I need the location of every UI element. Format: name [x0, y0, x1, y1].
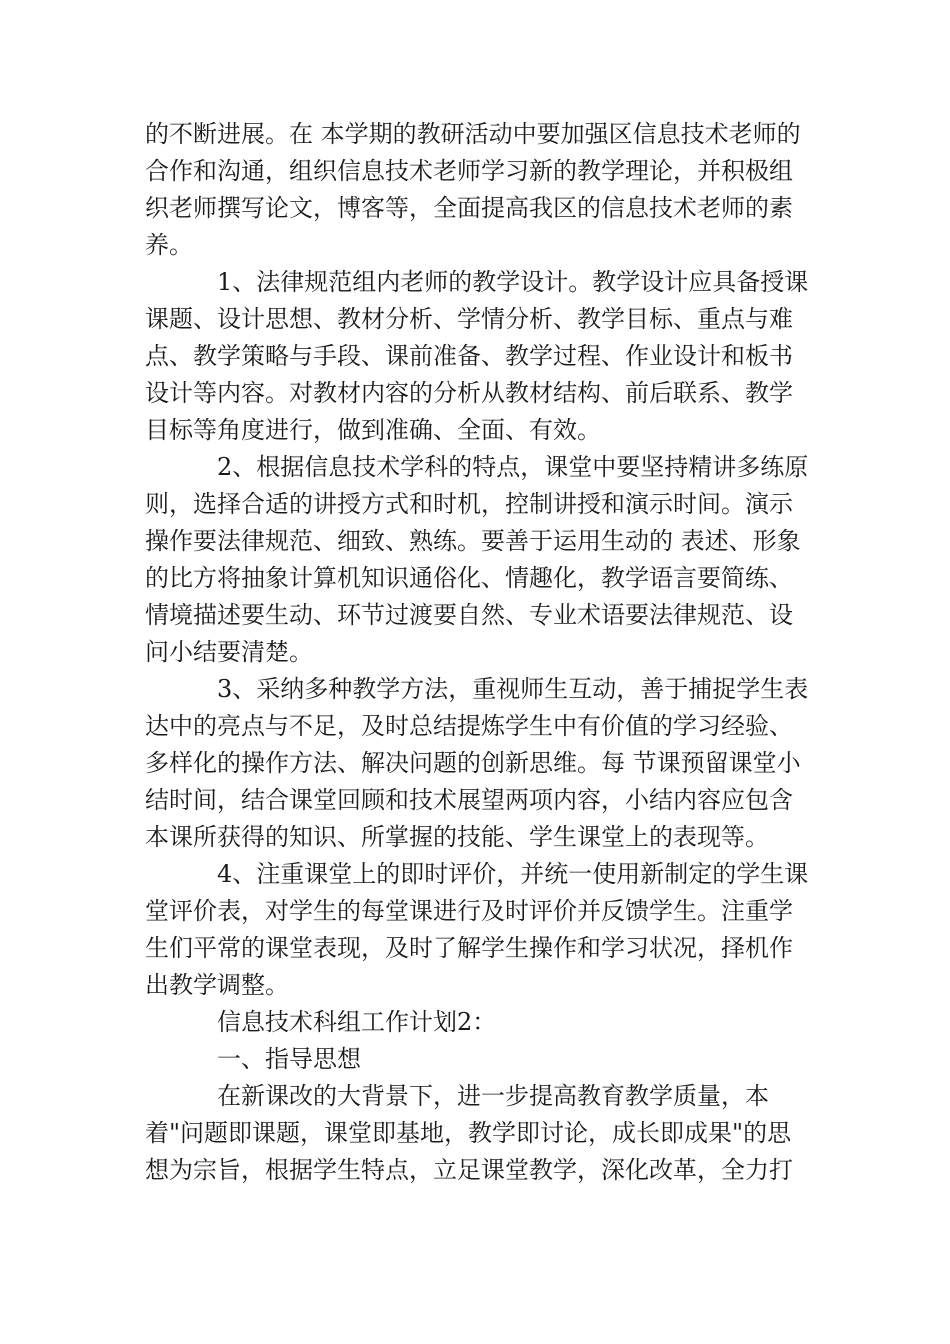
section-title: 信息技术科组工作计划2：	[217, 1008, 497, 1036]
text-line: 点、教学策略与手段、课前准备、教学过程、作业设计和板书	[145, 342, 793, 370]
text-line: 生们平常的课堂表现，及时了解学生操作和学习状况，择机作	[145, 934, 793, 962]
text-line: 多样化的操作方法、解决问题的创新思维。每 节课预留课堂小	[145, 749, 801, 777]
text-line: 结时间，结合课堂回顾和技术展望两项内容，小结内容应包含	[145, 786, 793, 814]
text-line: 合作和沟通，组织信息技术老师学习新的教学理论，并积极组	[145, 157, 793, 185]
paragraph-first-line: 3、采纳多种教学方法，重视师生互动，善于捕捉学生表	[217, 675, 809, 703]
text-line: 达中的亮点与不足，及时总结提炼学生中有价值的学习经验、	[145, 712, 793, 740]
text-line: 目标等角度进行，做到准确、全面、有效。	[145, 416, 601, 444]
text-line: 出教学调整。	[145, 971, 289, 999]
text-line: 想为宗旨，根据学生特点，立足课堂教学，深化改革，全力打	[145, 1156, 793, 1184]
text-line: 设计等内容。对教材内容的分析从教材结构、前后联系、教学	[145, 379, 793, 407]
document-body	[145, 116, 809, 1189]
text-line: 本课所获得的知识、所掌握的技能、学生课堂上的表现等。	[145, 823, 769, 851]
text-line: 织老师撰写论文，博客等，全面提高我区的信息技术老师的素	[145, 194, 793, 222]
text-line: 的不断进展。在 本学期的教研活动中要加强区信息技术老师的	[145, 120, 801, 148]
paragraph-first-line: 2、根据信息技术学科的特点，课堂中要坚持精讲多练原	[217, 453, 809, 481]
text-line: 堂评价表，对学生的每堂课进行及时评价并反馈学生。注重学	[145, 897, 793, 925]
text-line: 着"问题即课题，课堂即基地，教学即讨论，成长即成果"的思	[145, 1119, 792, 1147]
text-line: 则，选择合适的讲授方式和时机，控制讲授和演示时间。演示	[145, 490, 793, 518]
paragraph-first-line: 在新课改的大背景下，进一步提高教育教学质量，本	[217, 1082, 769, 1110]
section-heading: 一、指导思想	[217, 1045, 361, 1073]
text-line: 课题、设计思想、教材分析、学情分析、教学目标、重点与难	[145, 305, 793, 333]
text-line: 问小结要清楚。	[145, 638, 313, 666]
text-line: 操作要法律规范、细致、熟练。要善于运用生动的 表述、形象	[145, 527, 801, 555]
text-line: 情境描述要生动、环节过渡要自然、专业术语要法律规范、设	[145, 601, 793, 629]
paragraph-first-line: 4、注重课堂上的即时评价，并统一使用新制定的学生课	[217, 860, 809, 888]
paragraph-first-line: 1、法律规范组内老师的教学设计。教学设计应具备授课	[217, 268, 809, 296]
text-line: 养。	[145, 231, 193, 259]
text-line: 的比方将抽象计算机知识通俗化、情趣化，教学语言要简练、	[145, 564, 793, 592]
